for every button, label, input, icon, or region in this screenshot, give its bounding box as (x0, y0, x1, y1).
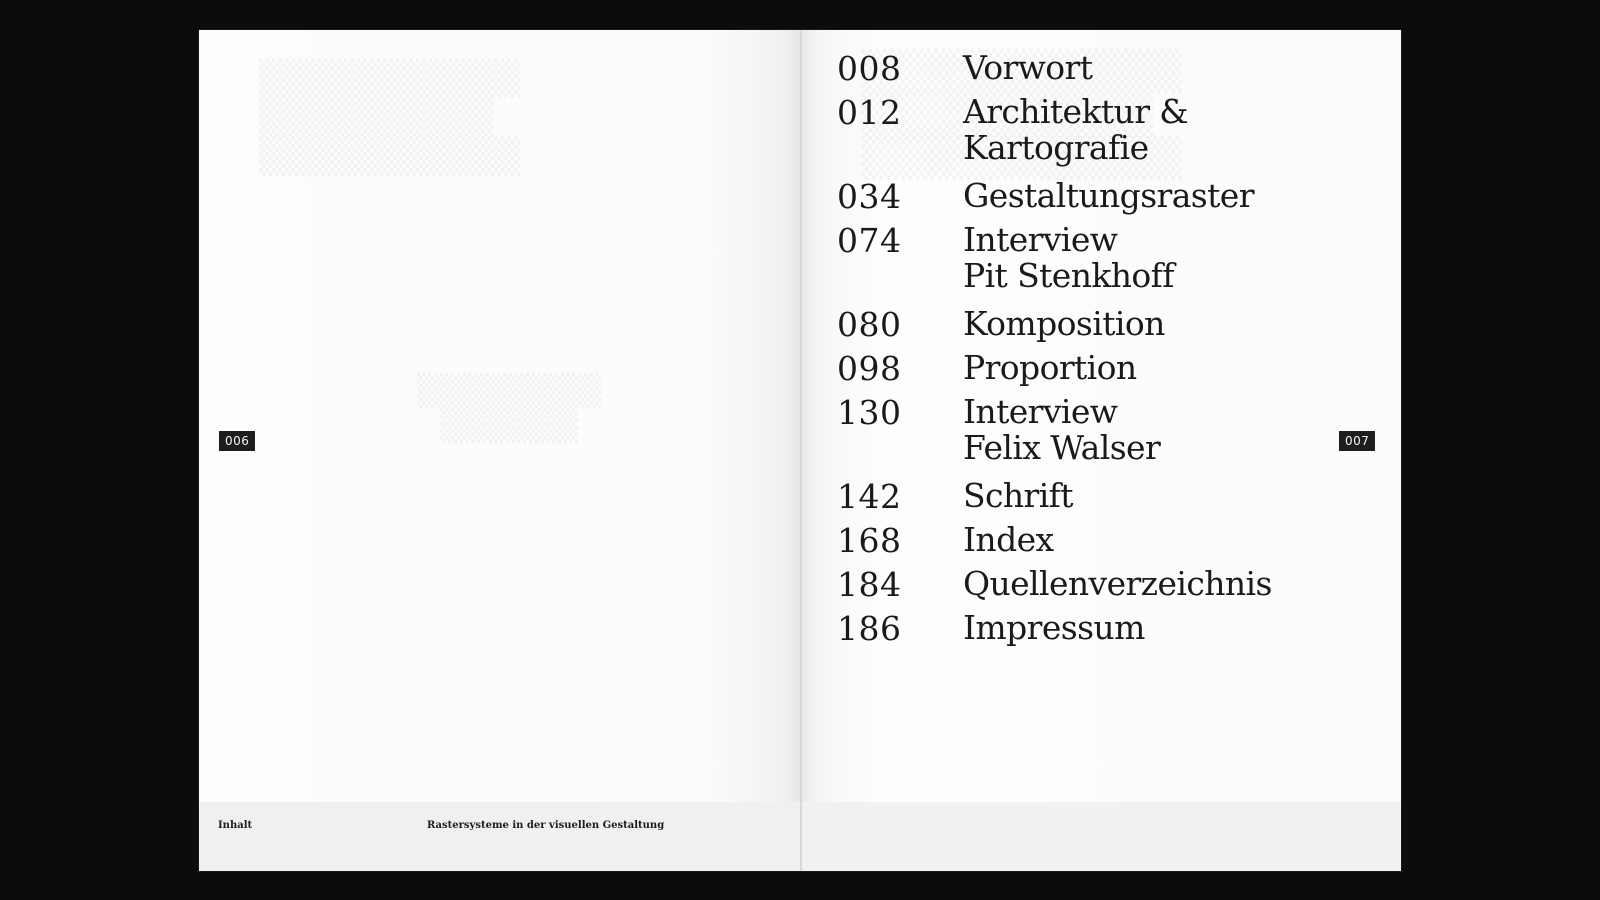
toc-title: Quellenverzeichnis (963, 564, 1272, 603)
right-page (801, 30, 1401, 871)
toc-page-number: 074 (837, 221, 902, 260)
toc-page-number: 184 (837, 565, 902, 604)
toc-page-number: 034 (837, 177, 902, 216)
toc-title: Gestaltungsraster (963, 176, 1254, 215)
toc-page-number: 008 (837, 49, 902, 88)
footer-band-left (199, 802, 801, 871)
book-gutter (800, 30, 802, 871)
toc-entry[interactable] (837, 610, 1357, 648)
toc-title: Komposition (963, 304, 1165, 343)
toc-page-number: 098 (837, 349, 902, 388)
toc-entry[interactable] (837, 566, 1357, 604)
toc-title: Interview Felix Walser (963, 392, 1161, 467)
page-number-left: 006 (219, 431, 255, 451)
toc-page-number: 186 (837, 609, 902, 648)
toc-entry[interactable] (837, 94, 1357, 166)
toc-title: Vorwort (963, 48, 1093, 87)
show-through-texture (259, 60, 779, 177)
toc-page-number: 012 (837, 93, 902, 132)
toc-title: Proportion (963, 348, 1137, 387)
toc-title: Interview Pit Stenkhoff (963, 220, 1174, 295)
toc-entry[interactable] (837, 394, 1357, 466)
running-footer-book-title: Rastersysteme in der visuellen Gestaltung (427, 820, 665, 831)
toc-entry[interactable] (837, 306, 1357, 344)
book-spread (199, 30, 1401, 871)
toc-page-number: 080 (837, 305, 902, 344)
toc-title: Index (963, 520, 1054, 559)
toc-entry[interactable] (837, 178, 1357, 216)
page-number-right: 007 (1339, 431, 1375, 451)
toc-entry[interactable] (837, 478, 1357, 516)
toc-page-number: 168 (837, 521, 902, 560)
toc-page-number: 142 (837, 477, 902, 516)
left-page (199, 30, 801, 871)
toc-entry[interactable] (837, 50, 1357, 88)
show-through-title-texture (319, 375, 699, 444)
footer-band-right (801, 802, 1401, 871)
toc-title: Schrift (963, 476, 1073, 515)
table-of-contents (837, 50, 1357, 654)
toc-title: Architektur & Kartografie (963, 92, 1189, 167)
toc-page-number: 130 (837, 393, 902, 432)
toc-entry[interactable] (837, 522, 1357, 560)
toc-title: Impressum (963, 608, 1145, 647)
toc-entry[interactable] (837, 222, 1357, 294)
running-footer-section: Inhalt (218, 820, 253, 831)
toc-entry[interactable] (837, 350, 1357, 388)
